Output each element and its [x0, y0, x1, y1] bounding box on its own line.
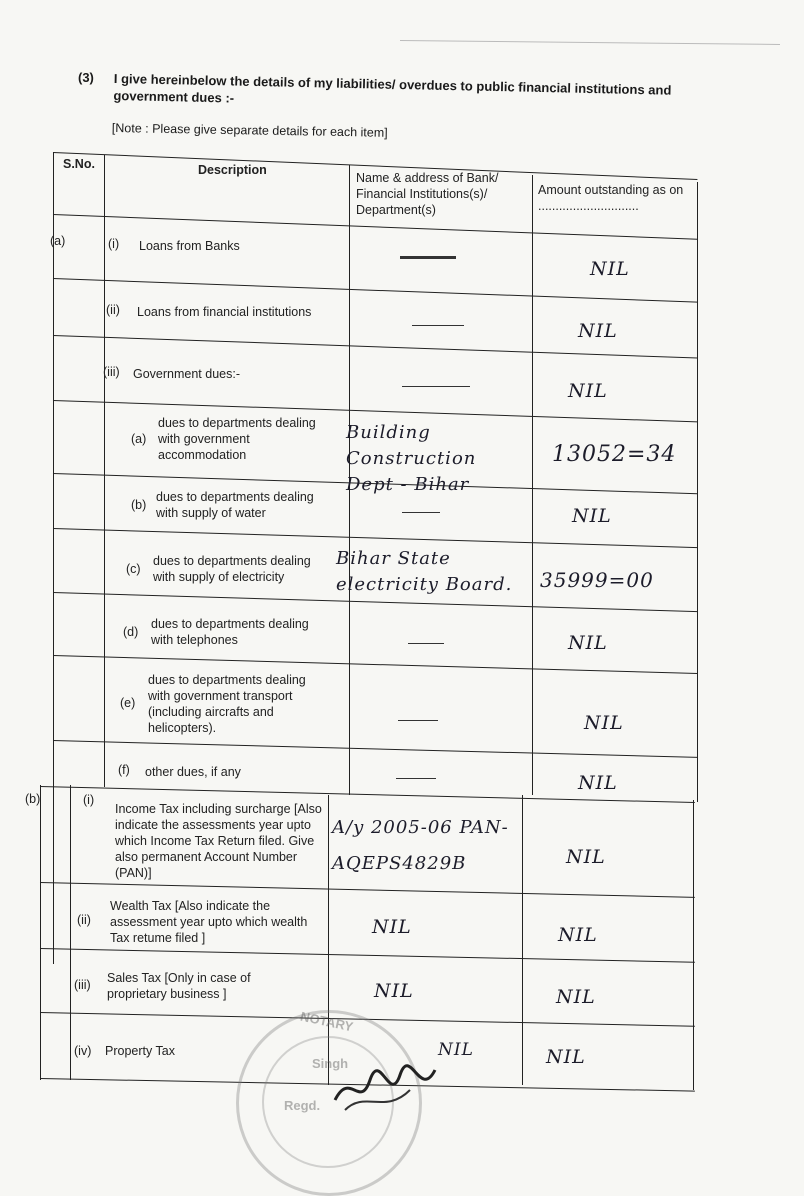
bank-handwritten: NIL: [372, 916, 412, 938]
signature-scribble: [330, 1060, 440, 1120]
section-note: [Note : Please give separate details for each item]: [111, 121, 388, 140]
row-label: (i): [108, 237, 120, 251]
row-label: (ii): [77, 913, 91, 927]
header-sno: S.No.: [63, 157, 95, 171]
row-description: Property Tax: [105, 1044, 175, 1058]
row-description: Government dues:-: [133, 367, 240, 381]
row-description: dues to departments dealing with supply of electricity: [153, 554, 311, 584]
row-label: (b): [131, 498, 147, 512]
amount-handwritten: NIL: [568, 632, 608, 654]
table-border-right: [697, 182, 698, 802]
bank-blank-dash: [402, 386, 470, 387]
amount-handwritten: 35999=00: [540, 568, 654, 592]
column-divider-bank-lower: [522, 795, 523, 1085]
amount-handwritten: NIL: [590, 258, 630, 280]
row-description: dues to departments dealing with government accommodation: [158, 416, 316, 462]
amount-handwritten: NIL: [572, 505, 612, 527]
header-amount: Amount outstanding as on .............................: [538, 183, 684, 213]
bank-handwritten: NIL: [438, 1040, 474, 1060]
stamp-name: Singh: [312, 1056, 349, 1071]
row-description: Loans from financial institutions: [137, 305, 312, 319]
row-label: (i): [83, 793, 95, 807]
row-description: dues to departments dealing with telephones: [151, 617, 309, 647]
row-description: other dues, if any: [145, 765, 241, 779]
group-label-b: (b): [25, 792, 41, 806]
bank-handwritten: Bihar State electricity Board.: [336, 548, 513, 595]
group-label-a: (a): [50, 234, 66, 248]
amount-handwritten: NIL: [578, 772, 618, 794]
amount-handwritten: NIL: [556, 986, 596, 1008]
amount-handwritten: NIL: [584, 712, 624, 734]
row-description: Income Tax including surcharge [Also indicate the assessments year upto which Income Tax Return filed. Give also permanent Account Number (PAN)]: [115, 802, 322, 880]
table-border-right-lower: [693, 800, 694, 1090]
header-description: Description: [198, 163, 267, 177]
row-label: (a): [131, 432, 147, 446]
row-description: dues to departments dealing with government transport (including aircrafts and helicopters).: [148, 673, 306, 735]
column-divider-bank: [532, 175, 533, 795]
row-label: (iii): [74, 978, 91, 992]
amount-handwritten: NIL: [566, 846, 606, 868]
bank-blank-dash: [412, 325, 464, 326]
row-label: (e): [120, 696, 136, 710]
stamp-title: NOTARY: [299, 1008, 355, 1035]
amount-handwritten: NIL: [558, 924, 598, 946]
row-rule-10: [40, 882, 695, 898]
bank-blank-dash: [408, 643, 444, 644]
row-description: dues to departments dealing with supply of water: [156, 490, 314, 520]
row-label: (d): [123, 625, 139, 639]
bank-handwritten: Building Construction Dept - Bihar: [346, 422, 477, 495]
stamp-reg: Regd.: [284, 1098, 321, 1113]
amount-handwritten: 13052=34: [552, 442, 677, 467]
amount-handwritten: NIL: [578, 320, 618, 342]
bank-blank-dash: [400, 256, 456, 259]
row-rule-11: [40, 948, 695, 963]
column-divider-sno: [104, 155, 105, 787]
row-rule-8: [53, 740, 698, 758]
row-label: (ii): [106, 303, 120, 317]
column-divider-sno-lower: [70, 785, 71, 1080]
bank-handwritten: NIL: [374, 980, 414, 1002]
bank-handwritten: A/y 2005-06 PAN- AQEPS4829B: [332, 817, 509, 874]
row-label: (c): [126, 562, 141, 576]
row-label: (f): [118, 763, 130, 777]
table-border-left: [53, 152, 54, 964]
section-heading: I give hereinbelow the details of my liabilities/ overdues to public financial institutions and government dues :-: [113, 70, 672, 106]
row-label: (iv): [74, 1044, 92, 1058]
row-label: (iii): [103, 365, 120, 379]
row-rule-1: [53, 278, 698, 303]
section-number: (3): [78, 70, 94, 85]
row-description: Loans from Banks: [139, 239, 240, 253]
amount-handwritten: NIL: [568, 380, 608, 402]
bank-blank-dash: [396, 778, 436, 779]
row-description: Sales Tax [Only in case of proprietary business ]: [107, 971, 251, 1001]
header-bank: Name & address of Bank/ Financial Institutions(s)/ Department(s): [356, 171, 499, 217]
row-description: Wealth Tax [Also indicate the assessment year upto which wealth Tax retume filed ]: [110, 899, 308, 945]
amount-handwritten: NIL: [546, 1046, 586, 1068]
bank-blank-dash: [402, 512, 440, 513]
bank-blank-dash: [398, 720, 438, 721]
table-border-left-lower: [40, 785, 41, 1080]
